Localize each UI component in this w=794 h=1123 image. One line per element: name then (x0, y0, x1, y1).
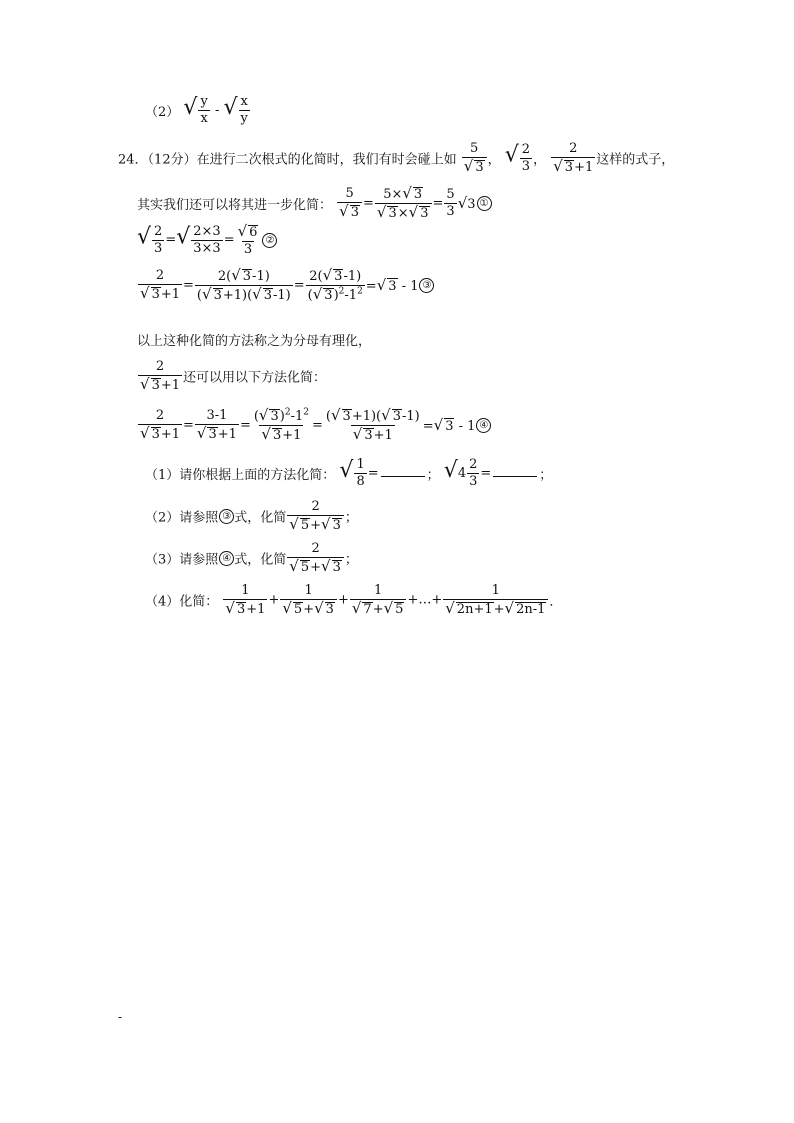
sub-q1-label: （1）请你根据上面的方法化简： (145, 468, 336, 483)
alt-method-line: $\frac{2}{√ 3+1}$ 还可以用以下方法化简： (140, 359, 327, 393)
sqrt-symbol: √ (183, 95, 198, 120)
circle-1: ① (477, 196, 492, 211)
intro-text: 在进行二次根式的化简时，我们有时会碰上如 (196, 152, 457, 168)
fraction-5-over-sqrt3: $\frac{5}{√ 3}$ (462, 142, 487, 174)
circle-2: ② (262, 233, 277, 248)
sub-question-4: （4）化简： $\frac{1}{√ 3+1}$ + $\frac{1}{√ 5+√ 3}$ + $\frac{1}{√ 7+√ 5}$ +…+ $\frac{1}{√ 2n+1+√ 2n-1}$ ． (145, 583, 563, 617)
answer-blank-1 (381, 476, 425, 477)
step-text: 其实我们还可以将其进一步化简： (137, 197, 333, 213)
sub-question-1: （1）请你根据上面的方法化简： √ $\frac{1}{8}$ = ； √4 $\frac{2}{3}$ = ； (145, 457, 553, 489)
example-4-line: $\frac{2}{√ 3+1}$ = $\frac{3-1}{√ 3+1}$ = $\frac{(√ 3)^2-1^2}{√ 3+1}$ = $\frac{(√ 3+1)(√ 3-1)}{√ 3+1}$ =√ 3 - 1 ④ (137, 408, 794, 452)
sub-q3-label: （3）请参照 (145, 552, 219, 568)
alt-method-text: 还可以用以下方法化简： (183, 370, 327, 386)
q23-part2: （2） √ $\frac{y}{x}$ - √ $\frac{x}{y}$ (145, 94, 248, 126)
fraction-2-over-3: $\frac{2}{3}$ (521, 142, 531, 174)
footer-mark: - (118, 1010, 123, 1024)
fraction-y-over-x: $\frac{y}{x}$ (200, 94, 208, 126)
intro-text-end: 这样的式子， (596, 152, 675, 168)
fraction-2-over-sqrt3-plus-1: $\frac{2}{√ 3+1}$ (553, 141, 594, 175)
answer-blank-2 (493, 476, 537, 477)
circle-4: ④ (476, 418, 491, 433)
sub-question-2: （2）请参照 ③ 式，化简 $\frac{2}{√ 5+√ 3}$ ； (145, 499, 358, 533)
sub-q2-label: （2）请参照 (145, 510, 219, 526)
example-1-line: 其实我们还可以将其进一步化简： $\frac{5}{√ 3}$ = $\frac{5\times√ 3}{√ 3\times√ 3}$ = $\frac{5}{3}$ √3 ① (137, 186, 794, 230)
explanation-text: 以上这种化简的方法称之为分母有理化， (137, 334, 372, 349)
sub-q4-label: （4）化简： (145, 594, 219, 610)
circle-3: ③ (419, 278, 434, 293)
fraction-x-over-y: $\frac{x}{y}$ (240, 94, 248, 126)
sqrt-symbol: √ (223, 95, 238, 120)
q24-intro-line: 24．（12分）在进行二次根式的化简时，我们有时会碰上如 $\frac{5}{√ 3}$ ， √ $\frac{2}{3}$ ， $\frac{2}{√ 3+1}$ 这样的式子， (118, 141, 675, 175)
part-label: （2） (145, 105, 180, 120)
example-2-line: √ $\frac{2}{3}$ =√ $\frac{2\times 3}{3\times 3}$ = $\frac{√ 6}{3}$ ② (137, 224, 794, 268)
question-number: 24．（12分） (118, 152, 197, 168)
sub-question-3: （3）请参照 ④ 式，化简 $\frac{2}{√ 5+√ 3}$ ； (145, 541, 358, 575)
example-3-line: $\frac{2}{√ 3+1}$ = $\frac{2(√ 3-1)}{(√ 3+1)(√ 3-1)}$ = $\frac{2(√ 3-1)}{(√ 3)^2-1^2}$ =√ 3 - 1 ③ (137, 268, 794, 312)
